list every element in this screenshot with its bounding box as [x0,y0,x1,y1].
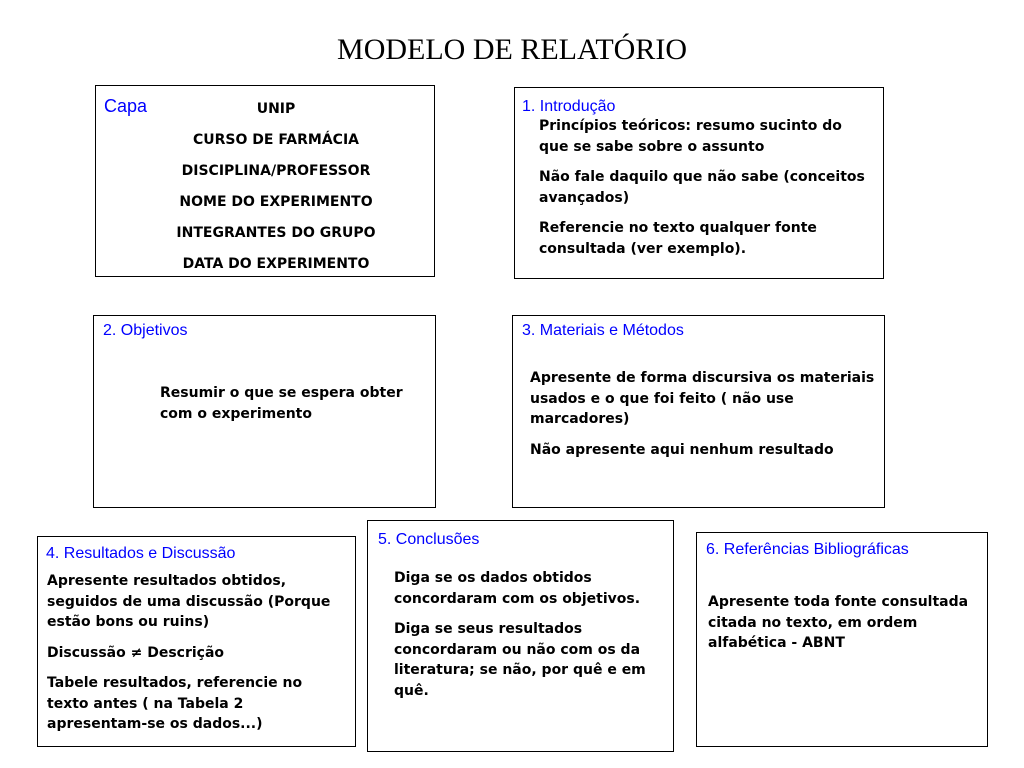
introducao-paragraph: Referencie no texto qualquer fonte consultada (ver exemplo). [539,220,817,257]
capa-line: CURSO DE FARMÁCIA [193,132,359,148]
resultados-paragraph: Tabele resultados, referencie no texto antes ( na Tabela 2 apresentam-se os dados...) [47,675,303,732]
materiais-heading: 3. Materiais e Métodos [522,322,684,339]
introducao-text [539,116,875,259]
conclusoes-paragraph: Diga se seus resultados concordaram ou não com os da literatura; se não, por quê e em quê. [394,621,646,699]
capa-lines [136,94,416,280]
introducao-paragraph: Princípios teóricos: resumo sucinto do que se sabe sobre o assunto [539,118,842,155]
objetivos-text [160,383,430,424]
referencias-heading: 6. Referências Bibliográficas [706,541,909,558]
page-title: MODELO DE RELATÓRIO [337,33,687,66]
capa-line: NOME DO EXPERIMENTO [179,194,373,210]
referencias-text [708,592,983,654]
materiais-box [512,315,885,508]
introducao-paragraph: Não fale daquilo que não sabe (conceitos avançados) [539,169,865,206]
materiais-paragraph: Não apresente aqui nenhum resultado [530,441,834,458]
objetivos-box [93,315,436,508]
conclusoes-paragraph: Diga se os dados obtidos concordaram com os objetivos. [394,570,641,607]
resultados-paragraph: Discussão ≠ Descrição [47,644,225,661]
objetivos-heading: 2. Objetivos [103,322,188,339]
objetivos-paragraph: Resumir o que se espera obter com o experimento [160,385,403,422]
capa-box [95,85,435,277]
conclusoes-box [367,520,674,752]
materiais-text [530,368,880,460]
introducao-box [514,87,884,279]
materiais-paragraph: Apresente de forma discursiva os materiais usados e o que foi feito ( não use marcadores) [530,370,875,427]
referencias-box [696,532,988,747]
referencias-paragraph: Apresente toda fonte consultada citada no texto, em ordem alfabética - ABNT [708,594,969,651]
resultados-heading: 4. Resultados e Discussão [46,545,236,562]
conclusoes-heading: 5. Conclusões [378,531,480,548]
introducao-heading: 1. Introdução [522,98,616,115]
capa-line: DISCIPLINA/PROFESSOR [181,163,371,179]
resultados-box [37,536,356,747]
capa-line: UNIP [256,101,296,117]
conclusoes-text [394,568,664,701]
capa-line: INTEGRANTES DO GRUPO [176,225,376,241]
capa-heading: Capa [104,96,148,116]
resultados-text [47,571,347,735]
resultados-paragraph: Apresente resultados obtidos, seguidos de uma discussão (Porque estão bons ou ruins) [47,573,331,630]
capa-line: DATA DO EXPERIMENTO [182,256,370,272]
